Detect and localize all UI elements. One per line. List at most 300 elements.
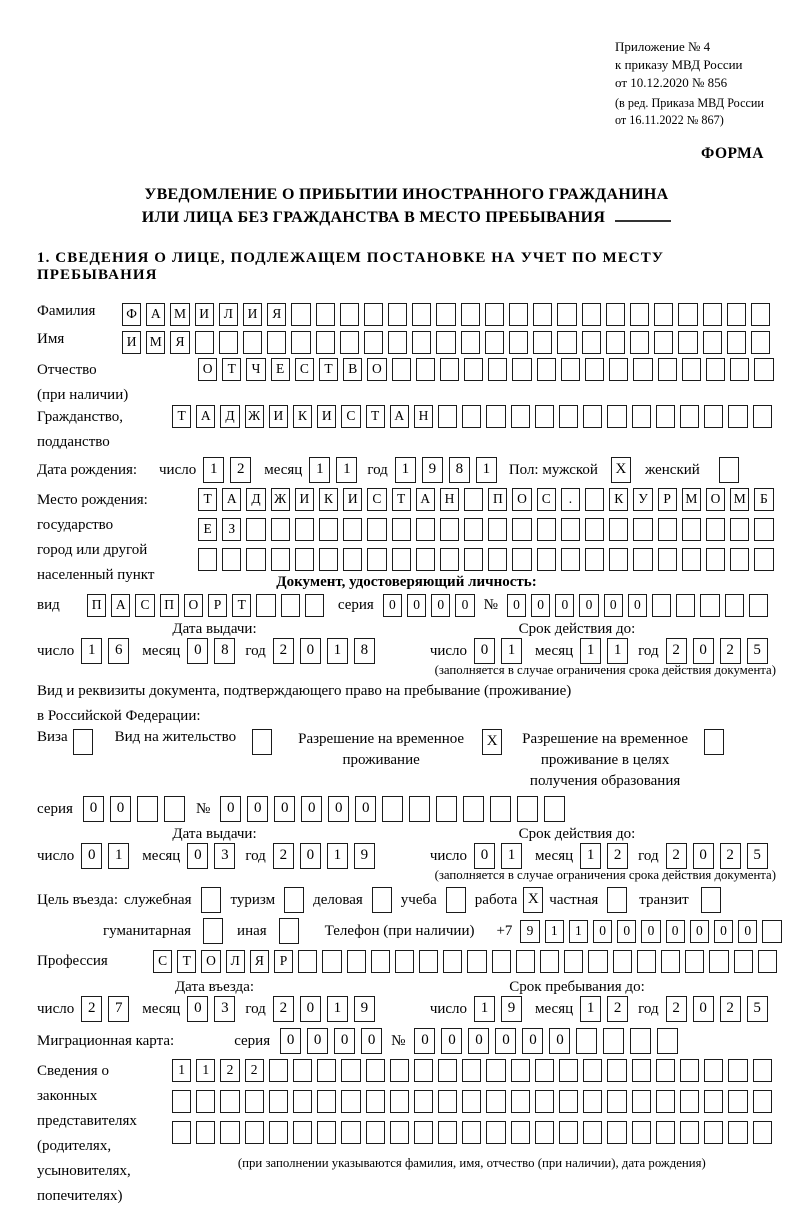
char-cell[interactable]: П [160,594,179,617]
char-cell[interactable] [512,358,531,381]
char-cell[interactable] [485,303,504,326]
char-cell[interactable] [682,518,701,541]
char-cell[interactable]: О [201,950,220,973]
char-cell[interactable] [317,1090,336,1113]
char-cell[interactable]: 0 [220,796,241,822]
char-cell[interactable]: 0 [693,638,714,664]
char-cell[interactable]: А [390,405,409,428]
char-cell[interactable] [256,594,275,617]
char-cell[interactable] [564,950,583,973]
char-cell[interactable]: И [295,488,314,511]
char-cell[interactable] [753,405,772,428]
char-cell[interactable]: 0 [549,1028,570,1054]
char-cell[interactable] [412,303,431,326]
char-cell[interactable]: К [609,488,628,511]
char-cell[interactable] [537,548,556,571]
char-cell[interactable] [754,518,773,541]
char-cell[interactable] [535,405,554,428]
char-cell[interactable] [606,331,625,354]
char-cell[interactable]: Т [319,358,338,381]
char-cell[interactable] [753,1121,772,1144]
char-cell[interactable] [754,548,773,571]
char-cell[interactable]: Ф [122,303,141,326]
char-cell[interactable]: 1 [172,1059,191,1082]
char-cell[interactable] [704,405,723,428]
char-cell[interactable] [754,358,773,381]
char-cell[interactable] [461,303,480,326]
char-cell[interactable]: Е [198,518,217,541]
char-cell[interactable]: Л [226,950,245,973]
char-cell[interactable]: Е [271,358,290,381]
char-cell[interactable]: Ж [271,488,290,511]
char-cell[interactable]: 8 [449,457,470,483]
char-cell[interactable] [436,331,455,354]
char-cell[interactable] [583,1090,602,1113]
char-cell[interactable]: 3 [214,996,235,1022]
char-cell[interactable] [582,331,601,354]
char-cell[interactable] [293,1059,312,1082]
char-cell[interactable] [341,1121,360,1144]
char-cell[interactable] [633,358,652,381]
char-cell[interactable]: 1 [327,638,348,664]
char-cell[interactable] [440,548,459,571]
char-cell[interactable]: Р [658,488,677,511]
char-cell[interactable]: Т [177,950,196,973]
char-cell[interactable]: О [184,594,203,617]
char-cell[interactable]: 0 [507,594,526,617]
char-cell[interactable]: 0 [280,1028,301,1054]
char-cell[interactable] [559,405,578,428]
char-cell[interactable] [291,331,310,354]
char-cell[interactable]: 0 [641,920,660,943]
char-cell[interactable] [678,331,697,354]
char-cell[interactable] [658,548,677,571]
char-cell[interactable]: 1 [607,638,628,664]
char-cell[interactable]: 1 [501,638,522,664]
char-cell[interactable] [630,303,649,326]
char-cell[interactable]: П [488,488,507,511]
purpose-humanitarian-checkbox[interactable] [203,918,223,944]
char-cell[interactable] [347,950,366,973]
purpose-private-checkbox[interactable] [607,887,627,913]
char-cell[interactable]: О [706,488,725,511]
char-cell[interactable] [486,405,505,428]
char-cell[interactable]: 0 [414,1028,435,1054]
char-cell[interactable] [704,1059,723,1082]
char-cell[interactable]: 0 [300,843,321,869]
char-cell[interactable] [656,1059,675,1082]
char-cell[interactable] [537,358,556,381]
char-cell[interactable] [652,594,671,617]
char-cell[interactable]: А [111,594,130,617]
char-cell[interactable] [488,548,507,571]
char-cell[interactable] [511,1059,530,1082]
char-cell[interactable] [728,1121,747,1144]
char-cell[interactable] [654,303,673,326]
char-cell[interactable] [706,518,725,541]
char-cell[interactable] [658,358,677,381]
char-cell[interactable] [678,303,697,326]
char-cell[interactable]: 2 [720,638,741,664]
char-cell[interactable] [630,331,649,354]
char-cell[interactable] [533,331,552,354]
char-cell[interactable]: 1 [336,457,357,483]
char-cell[interactable]: Д [246,488,265,511]
char-cell[interactable]: . [561,488,580,511]
char-cell[interactable] [220,1090,239,1113]
char-cell[interactable] [730,518,749,541]
char-cell[interactable] [298,950,317,973]
visa-checkbox[interactable] [73,729,93,755]
char-cell[interactable] [319,548,338,571]
char-cell[interactable] [509,331,528,354]
char-cell[interactable]: К [319,488,338,511]
char-cell[interactable] [609,518,628,541]
char-cell[interactable]: С [153,950,172,973]
char-cell[interactable]: 0 [441,1028,462,1054]
char-cell[interactable] [485,331,504,354]
char-cell[interactable]: 0 [531,594,550,617]
char-cell[interactable] [609,548,628,571]
char-cell[interactable]: А [196,405,215,428]
char-cell[interactable] [305,594,324,617]
char-cell[interactable] [222,548,241,571]
char-cell[interactable] [509,303,528,326]
char-cell[interactable] [607,1090,626,1113]
char-cell[interactable]: О [367,358,386,381]
char-cell[interactable]: Т [232,594,251,617]
char-cell[interactable]: М [730,488,749,511]
char-cell[interactable] [511,405,530,428]
char-cell[interactable]: 0 [738,920,757,943]
char-cell[interactable] [438,1121,457,1144]
char-cell[interactable]: С [367,488,386,511]
purpose-transit-checkbox[interactable] [701,887,721,913]
char-cell[interactable]: 1 [309,457,330,483]
char-cell[interactable] [511,1090,530,1113]
char-cell[interactable] [511,1121,530,1144]
char-cell[interactable]: 5 [747,996,768,1022]
char-cell[interactable] [316,303,335,326]
char-cell[interactable] [486,1121,505,1144]
char-cell[interactable] [685,950,704,973]
char-cell[interactable] [246,548,265,571]
char-cell[interactable]: 2 [666,843,687,869]
char-cell[interactable] [753,1090,772,1113]
char-cell[interactable] [490,796,511,822]
char-cell[interactable] [583,405,602,428]
char-cell[interactable]: С [341,405,360,428]
char-cell[interactable] [340,303,359,326]
char-cell[interactable] [319,518,338,541]
char-cell[interactable] [464,548,483,571]
purpose-other-checkbox[interactable] [279,918,299,944]
char-cell[interactable] [725,594,744,617]
char-cell[interactable] [317,1121,336,1144]
char-cell[interactable] [512,548,531,571]
char-cell[interactable] [682,358,701,381]
char-cell[interactable] [416,548,435,571]
char-cell[interactable] [633,548,652,571]
char-cell[interactable] [392,518,411,541]
char-cell[interactable]: 1 [108,843,129,869]
char-cell[interactable] [295,548,314,571]
char-cell[interactable]: 5 [747,843,768,869]
char-cell[interactable] [322,950,341,973]
char-cell[interactable]: 2 [666,638,687,664]
char-cell[interactable] [632,1121,651,1144]
char-cell[interactable] [392,358,411,381]
char-cell[interactable] [607,1121,626,1144]
char-cell[interactable]: 1 [580,638,601,664]
char-cell[interactable] [392,548,411,571]
char-cell[interactable]: 9 [520,920,539,943]
gender-female-checkbox[interactable] [719,457,739,483]
char-cell[interactable] [588,950,607,973]
char-cell[interactable] [172,1121,191,1144]
char-cell[interactable] [637,950,656,973]
char-cell[interactable] [219,331,238,354]
char-cell[interactable]: И [122,331,141,354]
char-cell[interactable]: 0 [693,843,714,869]
char-cell[interactable]: 0 [431,594,450,617]
char-cell[interactable] [658,518,677,541]
char-cell[interactable] [293,1090,312,1113]
char-cell[interactable] [464,488,483,511]
char-cell[interactable] [633,518,652,541]
char-cell[interactable] [317,1059,336,1082]
char-cell[interactable] [245,1121,264,1144]
char-cell[interactable] [220,1121,239,1144]
char-cell[interactable]: 0 [593,920,612,943]
char-cell[interactable] [172,1090,191,1113]
char-cell[interactable]: 2 [273,843,294,869]
char-cell[interactable] [341,1059,360,1082]
char-cell[interactable]: 6 [108,638,129,664]
char-cell[interactable]: Д [220,405,239,428]
char-cell[interactable] [728,405,747,428]
char-cell[interactable]: 0 [83,796,104,822]
temp-residence-checkbox[interactable]: X [482,729,502,755]
char-cell[interactable] [583,1121,602,1144]
char-cell[interactable] [390,1121,409,1144]
char-cell[interactable]: С [295,358,314,381]
char-cell[interactable] [682,548,701,571]
char-cell[interactable] [630,1028,651,1054]
char-cell[interactable] [559,1121,578,1144]
char-cell[interactable] [340,331,359,354]
purpose-business-checkbox[interactable] [372,887,392,913]
char-cell[interactable] [462,1090,481,1113]
char-cell[interactable] [704,1121,723,1144]
char-cell[interactable] [371,950,390,973]
char-cell[interactable] [414,1090,433,1113]
char-cell[interactable] [728,1059,747,1082]
gender-male-checkbox[interactable]: X [611,457,631,483]
char-cell[interactable]: У [633,488,652,511]
char-cell[interactable]: 9 [422,457,443,483]
char-cell[interactable]: Р [208,594,227,617]
char-cell[interactable]: 1 [580,996,601,1022]
char-cell[interactable] [516,950,535,973]
char-cell[interactable]: 0 [666,920,685,943]
char-cell[interactable]: 0 [407,594,426,617]
char-cell[interactable]: В [343,358,362,381]
char-cell[interactable]: 2 [230,457,251,483]
char-cell[interactable] [762,920,781,943]
char-cell[interactable] [195,331,214,354]
char-cell[interactable]: С [135,594,154,617]
char-cell[interactable]: 1 [81,638,102,664]
char-cell[interactable] [632,1059,651,1082]
char-cell[interactable] [367,518,386,541]
char-cell[interactable] [557,331,576,354]
char-cell[interactable] [576,1028,597,1054]
char-cell[interactable] [680,1121,699,1144]
char-cell[interactable] [390,1090,409,1113]
char-cell[interactable] [758,950,777,973]
char-cell[interactable]: 0 [300,996,321,1022]
char-cell[interactable]: 2 [720,996,741,1022]
char-cell[interactable]: А [416,488,435,511]
char-cell[interactable]: 9 [501,996,522,1022]
char-cell[interactable]: Т [366,405,385,428]
char-cell[interactable] [464,518,483,541]
char-cell[interactable]: 1 [569,920,588,943]
char-cell[interactable] [492,950,511,973]
char-cell[interactable] [607,1059,626,1082]
purpose-study-checkbox[interactable] [446,887,466,913]
char-cell[interactable] [557,303,576,326]
purpose-work-checkbox[interactable]: X [523,887,543,913]
char-cell[interactable]: Т [172,405,191,428]
char-cell[interactable]: 2 [81,996,102,1022]
char-cell[interactable] [700,594,719,617]
char-cell[interactable] [749,594,768,617]
char-cell[interactable]: 1 [395,457,416,483]
char-cell[interactable]: 0 [187,996,208,1022]
char-cell[interactable] [382,796,403,822]
char-cell[interactable] [561,548,580,571]
char-cell[interactable] [271,518,290,541]
char-cell[interactable]: 0 [455,594,474,617]
char-cell[interactable] [295,518,314,541]
char-cell[interactable] [440,518,459,541]
char-cell[interactable] [269,1059,288,1082]
char-cell[interactable] [409,796,430,822]
char-cell[interactable]: 0 [187,638,208,664]
char-cell[interactable]: 0 [110,796,131,822]
char-cell[interactable]: 0 [617,920,636,943]
char-cell[interactable] [535,1090,554,1113]
char-cell[interactable] [414,1121,433,1144]
char-cell[interactable] [436,796,457,822]
char-cell[interactable]: И [195,303,214,326]
char-cell[interactable] [561,518,580,541]
char-cell[interactable] [364,303,383,326]
char-cell[interactable] [585,488,604,511]
char-cell[interactable] [486,1090,505,1113]
char-cell[interactable]: 1 [474,996,495,1022]
char-cell[interactable] [535,1059,554,1082]
char-cell[interactable] [267,331,286,354]
char-cell[interactable]: И [269,405,288,428]
char-cell[interactable]: 0 [361,1028,382,1054]
char-cell[interactable]: З [222,518,241,541]
char-cell[interactable] [583,1059,602,1082]
char-cell[interactable] [440,358,459,381]
char-cell[interactable] [464,358,483,381]
char-cell[interactable] [245,1090,264,1113]
char-cell[interactable] [751,303,770,326]
char-cell[interactable] [559,1059,578,1082]
char-cell[interactable]: 0 [334,1028,355,1054]
char-cell[interactable] [281,594,300,617]
char-cell[interactable] [461,331,480,354]
char-cell[interactable]: 2 [220,1059,239,1082]
char-cell[interactable]: 7 [108,996,129,1022]
char-cell[interactable] [341,1090,360,1113]
char-cell[interactable] [271,548,290,571]
char-cell[interactable] [486,1059,505,1082]
char-cell[interactable] [196,1121,215,1144]
char-cell[interactable] [632,1090,651,1113]
purpose-official-checkbox[interactable] [201,887,221,913]
char-cell[interactable] [416,358,435,381]
char-cell[interactable]: 0 [355,796,376,822]
char-cell[interactable]: Я [170,331,189,354]
char-cell[interactable] [540,950,559,973]
char-cell[interactable] [703,331,722,354]
char-cell[interactable] [390,1059,409,1082]
char-cell[interactable] [462,1059,481,1082]
char-cell[interactable] [462,405,481,428]
char-cell[interactable]: Н [414,405,433,428]
char-cell[interactable]: А [146,303,165,326]
char-cell[interactable] [488,518,507,541]
char-cell[interactable]: Т [392,488,411,511]
char-cell[interactable] [661,950,680,973]
char-cell[interactable] [559,1090,578,1113]
char-cell[interactable]: 0 [693,996,714,1022]
char-cell[interactable] [367,548,386,571]
char-cell[interactable] [727,303,746,326]
char-cell[interactable] [243,331,262,354]
char-cell[interactable]: 2 [607,996,628,1022]
char-cell[interactable]: Т [198,488,217,511]
char-cell[interactable] [419,950,438,973]
char-cell[interactable]: 8 [214,638,235,664]
char-cell[interactable]: 0 [328,796,349,822]
char-cell[interactable]: П [87,594,106,617]
char-cell[interactable]: 1 [580,843,601,869]
char-cell[interactable]: 1 [203,457,224,483]
residence-permit-checkbox[interactable] [252,729,272,755]
char-cell[interactable] [269,1090,288,1113]
char-cell[interactable] [537,518,556,541]
char-cell[interactable]: 9 [354,843,375,869]
char-cell[interactable]: Н [440,488,459,511]
char-cell[interactable]: 0 [81,843,102,869]
char-cell[interactable] [414,1059,433,1082]
char-cell[interactable] [246,518,265,541]
char-cell[interactable] [366,1059,385,1082]
char-cell[interactable] [680,405,699,428]
char-cell[interactable]: 0 [522,1028,543,1054]
char-cell[interactable] [632,405,651,428]
char-cell[interactable]: 0 [604,594,623,617]
char-cell[interactable]: 0 [690,920,709,943]
